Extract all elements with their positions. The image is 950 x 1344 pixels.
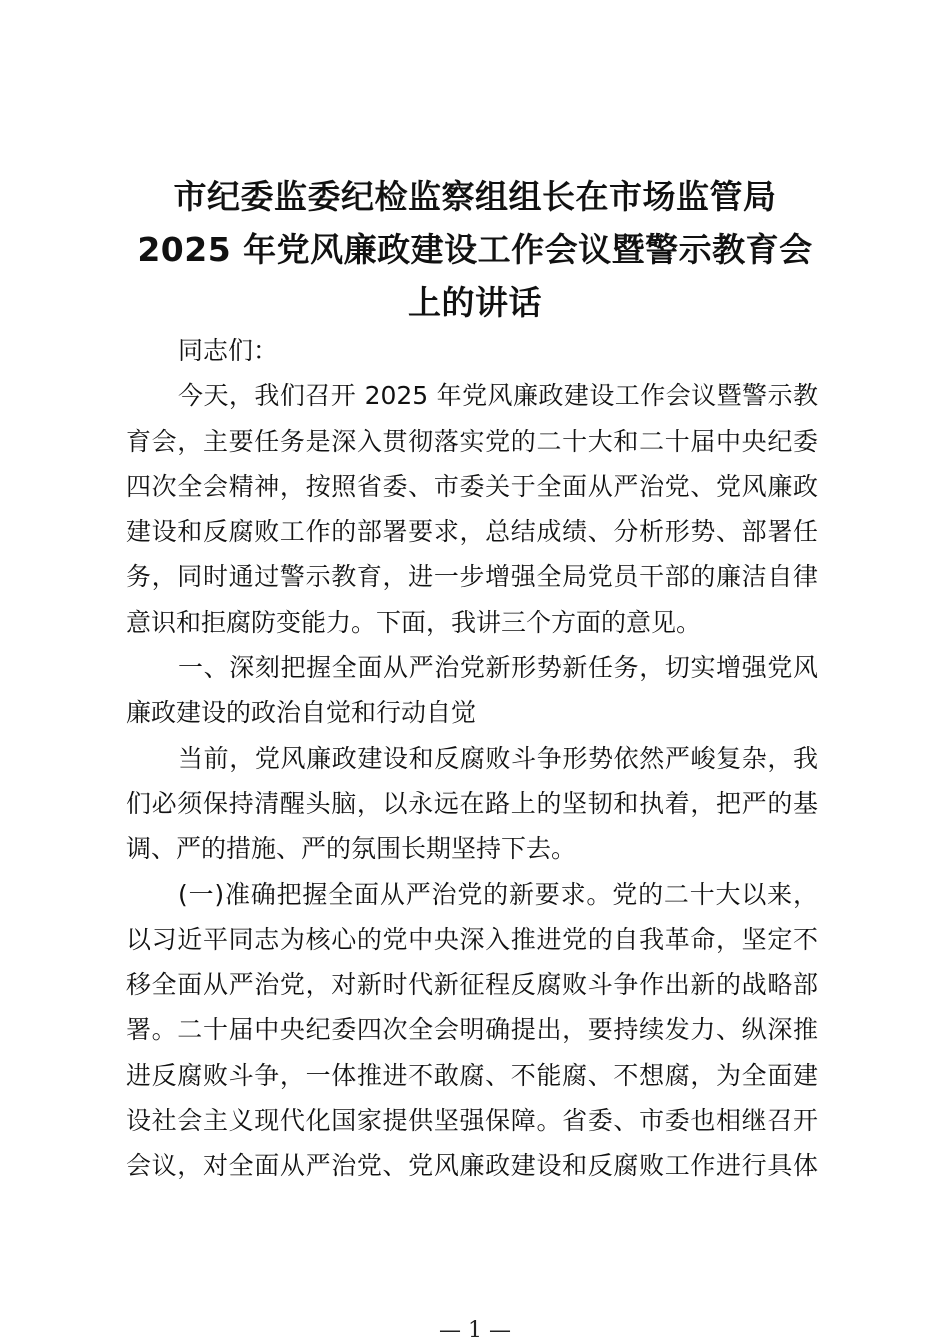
paragraph-intro xyxy=(126,373,818,645)
paragraph-line: 务，同时通过警示教育，进一步增强全局党员干部的廉洁自律 xyxy=(126,562,818,592)
title-line: 市纪委监委纪检监察组组长在市场监管局 xyxy=(173,177,777,216)
paragraph-line: (一)准确把握全面从严治党的新要求。党的二十大以来， xyxy=(178,879,818,909)
paragraph-line: 进反腐败斗争，一体推进不敢腐、不能腐、不想腐，为全面建 xyxy=(126,1060,818,1090)
heading-line: 一、深刻把握全面从严治党新形势新任务，切实增强党风 xyxy=(178,653,818,683)
paragraph-line: 育会，主要任务是深入贯彻落实党的二十大和二十届中央纪委 xyxy=(126,426,818,456)
paragraph-subsection-1 xyxy=(126,872,818,1189)
paragraph-line: 调、严的措施、严的氛围长期坚持下去。 xyxy=(126,834,577,864)
title-line: 上的讲话 xyxy=(408,283,542,322)
paragraph-line: 意识和拒腐防变能力。下面，我讲三个方面的意见。 xyxy=(126,607,702,637)
section-heading-1 xyxy=(126,645,818,736)
salutation: 同志们： xyxy=(178,336,279,365)
document-body xyxy=(126,328,818,1189)
paragraph-line: 四次全会精神，按照省委、市委关于全面从严治党、党风廉政 xyxy=(126,471,818,501)
paragraph-line: 署。二十届中央纪委四次全会明确提出，要持续发力、纵深推 xyxy=(126,1015,818,1045)
paragraph-line: 移全面从严治党，对新时代新征程反腐败斗争作出新的战略部 xyxy=(126,970,818,1000)
paragraph-line: 以习近平同志为核心的党中央深入推进党的自我革命，坚定不 xyxy=(126,924,818,954)
paragraph-line: 会议，对全面从严治党、党风廉政建设和反腐败工作进行具体 xyxy=(126,1151,818,1181)
paragraph-line: 们必须保持清醒头脑，以永远在路上的坚韧和执着，把严的基 xyxy=(126,788,818,818)
paragraph-line: 今天，我们召开 2025 年党风廉政建设工作会议暨警示教 xyxy=(178,381,818,411)
paragraph-situation xyxy=(126,736,818,872)
paragraph-line: 当前，党风廉政建设和反腐败斗争形势依然严峻复杂，我 xyxy=(178,743,818,773)
page-number: — 1 — xyxy=(439,1318,511,1343)
paragraph-line: 设社会主义现代化国家提供坚强保障。省委、市委也相继召开 xyxy=(126,1106,818,1136)
document-title xyxy=(100,170,850,329)
title-line: 2025 年党风廉政建设工作会议暨警示教育会 xyxy=(137,230,813,269)
paragraph-line: 建设和反腐败工作的部署要求，总结成绩、分析形势、部署任 xyxy=(126,517,818,547)
heading-line: 廉政建设的政治自觉和行动自觉 xyxy=(126,698,477,728)
